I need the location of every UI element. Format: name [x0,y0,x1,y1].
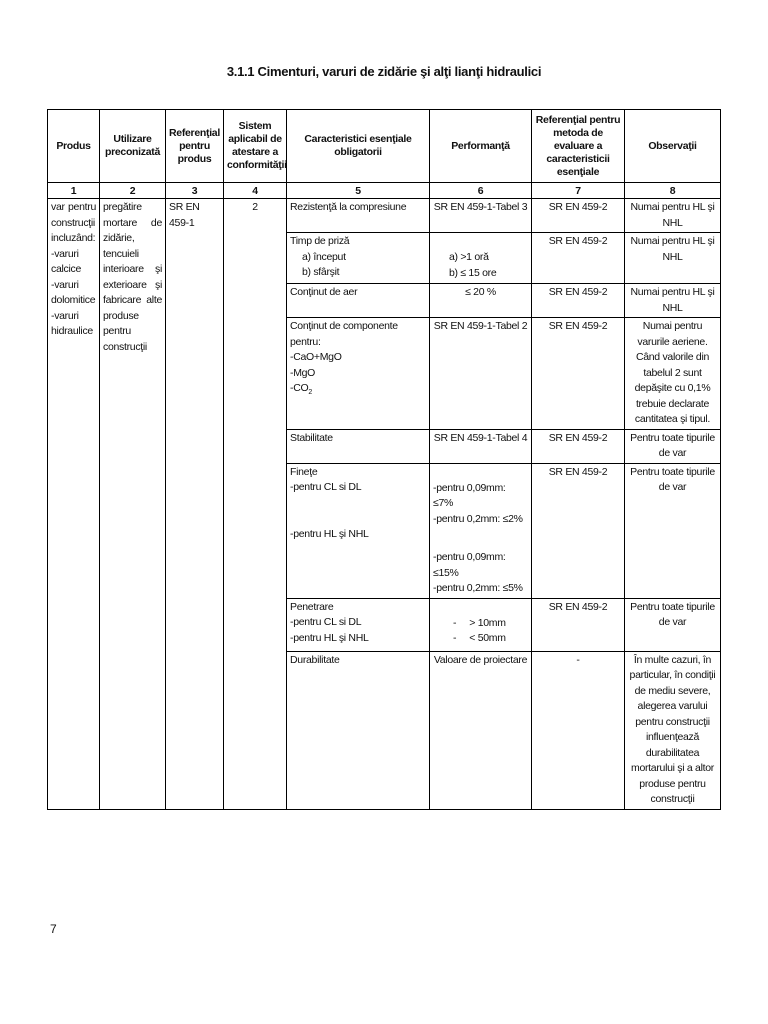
product-line: var pentru [51,201,96,213]
char-line: Penetrare [290,600,334,613]
perf-cell [430,233,532,284]
perf-cell [430,463,532,598]
header-referential-produs: Referenţial pentru produs [166,110,224,183]
method-cell: SR EN 459-2 [532,318,625,430]
header-observatii: Observaţii [625,110,721,183]
obs-cell: Numai pentru HL şi NHL [625,233,721,284]
char-cell: Durabilitate [287,651,430,809]
method-cell: SR EN 459-2 [532,199,625,233]
product-line: construcţii [51,216,95,229]
char-cell: Conţinut de aer [287,284,430,318]
obs-cell: Pentru toate tipurile de var [625,429,721,463]
product-line: dolomitice [51,294,96,306]
col-number: 8 [625,183,721,199]
table-row [48,199,721,233]
product-line: -varuri [51,309,79,322]
use-line: mortare de [103,216,162,229]
col-number: 5 [287,183,430,199]
column-number-row [48,183,721,199]
col-number: 4 [224,183,287,199]
use-line: exterioare şi [103,278,162,291]
section-title: 3.1.1 Cimenturi, varuri de zidărie şi alţi lianţi hidraulici [226,64,542,79]
header-referential-metoda: Referenţial pentru metoda de evaluare a caracteristicii esenţiale [532,110,625,183]
product-line: incluzând: [51,232,96,244]
char-cell: Stabilitate [287,429,430,463]
col-number: 6 [430,183,532,199]
char-line: -CaO+MgO [290,351,342,363]
header-produs: Produs [48,110,100,183]
specification-table [47,109,721,810]
col-number: 3 [166,183,224,199]
subscript: 2 [308,389,312,397]
table-header-row [48,110,721,183]
perf-line: - < 50mm [453,632,506,644]
obs-cell: Numai pentru varurile aeriene. Când valorile din tabelul 2 sunt depăşite cu 0,1% trebuie declarate cantitatea şi tipul. [625,318,721,430]
perf-line: -pentru 0,2mm: ≤5% [433,582,523,594]
char-text: -CO [290,382,309,394]
char-cell [287,598,430,651]
method-cell: - [532,651,625,809]
obs-cell: În multe cazuri, în particular, în condiţii de mediu severe, alegerea varului pentru construcţii influenţează durabilitatea mortarului şi a altor produse pentru construcţii [625,651,721,809]
col-number: 2 [100,183,166,199]
header-utilizare: Utilizare preconizată [100,110,166,183]
char-line: -MgO [290,366,316,379]
method-cell: SR EN 459-2 [532,463,625,598]
perf-line: -pentru 0,09mm: ≤7% [433,481,506,509]
col-number: 1 [48,183,100,199]
header-performanta: Performanţă [430,110,532,183]
use-line: produse [103,309,139,322]
char-cell [287,463,430,598]
use-line: tencuieli [103,247,139,260]
obs-cell: Pentru toate tipurile de var [625,463,721,598]
product-line: calcice [51,263,81,275]
char-line: -pentru CL si DL [290,481,362,493]
use-cell [100,199,166,810]
char-cell [287,318,430,430]
perf-line: a) >1 oră [449,251,489,263]
perf-line: -pentru 0,09mm: ≤15% [433,551,506,579]
ref-produs-cell: SR EN 459-1 [166,199,224,810]
obs-cell: Numai pentru HL şi NHL [625,199,721,233]
header-caracteristici: Caracteristici esenţiale obligatorii [287,110,430,183]
char-line: a) început [302,250,346,263]
col-number: 7 [532,183,625,199]
obs-cell: Pentru toate tipurile de var [625,598,721,651]
product-line: -varuri [51,278,79,291]
perf-cell: SR EN 459-1-Tabel 4 [430,429,532,463]
char-cell: Rezistenţă la compresiune [287,199,430,233]
perf-line: - > 10mm [453,616,506,629]
perf-cell: SR EN 459-1-Tabel 3 [430,199,532,233]
char-line: Timp de priză [290,235,350,247]
method-cell: SR EN 459-2 [532,284,625,318]
char-line: Fineţe [290,465,318,478]
char-line: -pentru CL si DL [290,616,362,628]
product-cell [48,199,100,810]
char-line: -pentru HL şi NHL [290,527,369,540]
page-number: 7 [50,922,57,936]
use-line: construcţii [103,340,147,353]
method-cell: SR EN 459-2 [532,233,625,284]
perf-line: b) ≤ 15 ore [449,266,497,279]
sistem-cell: 2 [224,199,287,810]
use-line: pregătire [103,201,142,213]
char-line: b) sfârşit [302,266,340,278]
product-line: hidraulice [51,325,93,337]
method-cell: SR EN 459-2 [532,598,625,651]
char-line [290,381,426,397]
char-line: -pentru HL şi NHL [290,631,369,644]
char-cell [287,233,430,284]
obs-cell: Numai pentru HL şi NHL [625,284,721,318]
method-cell: SR EN 459-2 [532,429,625,463]
perf-cell: Valoare de proiectare [430,651,532,809]
use-line: zidărie, [103,232,135,244]
perf-cell [430,598,532,651]
header-sistem: Sistem aplicabil de atestare a conformităţii [224,110,287,183]
use-line: interioare şi [103,263,162,275]
perf-cell: SR EN 459-1-Tabel 2 [430,318,532,430]
char-line: Conţinut de componente pentru: [290,320,398,348]
product-line: -varuri [51,247,79,260]
use-line: pentru [103,325,131,337]
perf-line: -pentru 0,2mm: ≤2% [433,512,523,525]
perf-cell: ≤ 20 % [430,284,532,318]
use-line: fabricare alte [103,294,162,306]
